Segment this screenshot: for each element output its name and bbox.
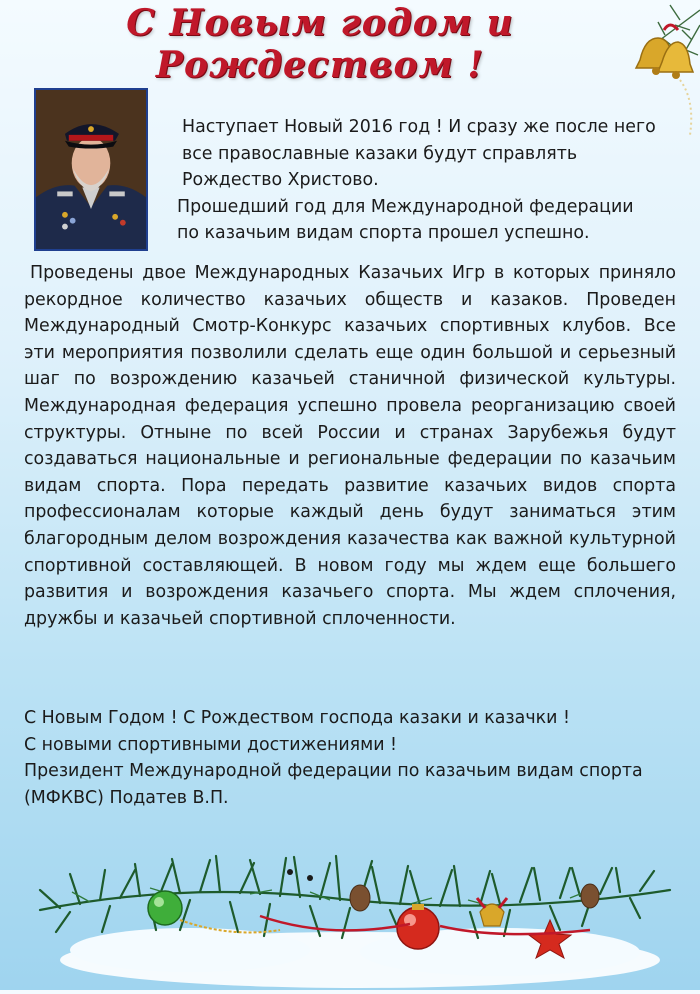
signature-line: Президент Международной федерации по казачьим видам спорта [24, 761, 643, 782]
main-paragraph-text: Проведены двое Международных Казачьих Игр в которых приняло рекордное количество казачьих обществ и казаков. Проведен Международный Смотр-Конкурс казачьих спортивных клубов. Все эти мероприятия позволили сделать еще один большой и серьезный шаг по возрождению казачьей станичной физической культуры. Международная федерация успешно провела реорганизацию своей структуры. Отныне по всей России и странах Зарубежья будут создаваться национальные и региональные федерации по казачьим видам спорта. Пора передать развитие казачьих видов спорта профессионалам которые каждый день будут заниматься этим благородным делом возрождения казачества как важной культурной спортивной составляющей. В новом году мы ждем еще большего развития и возрождения казачьего спорта. Мы ждем сплочения, дружбы и казачьей спортивной сплоченности. [24, 263, 676, 629]
closing-wish: С новыми спортивными достижениями ! [24, 734, 398, 755]
intro-line: Наступает Новый 2016 год ! И сразу же после него [182, 117, 656, 137]
intro-paragraph [177, 114, 682, 247]
intro-line: Рождество Христово. [182, 170, 379, 191]
greeting-title: С Новым годом и Рождеством ! [126, 2, 514, 86]
closing-block [24, 705, 676, 811]
intro-line: все православные казаки будут справлять [182, 143, 578, 164]
signature-line: (МФКВС) Податев В.П. [24, 787, 229, 808]
main-paragraph [24, 260, 676, 632]
intro-line: по казачьим видам спорта прошел успешно. [177, 223, 590, 244]
closing-greeting: С Новым Годом ! С Рождеством господа казаки и казачки ! [24, 708, 570, 728]
portrait-photo [34, 88, 148, 251]
intro-line: Прошедший год для Международной федерации [177, 196, 634, 217]
pine-garland-icon [30, 820, 680, 990]
